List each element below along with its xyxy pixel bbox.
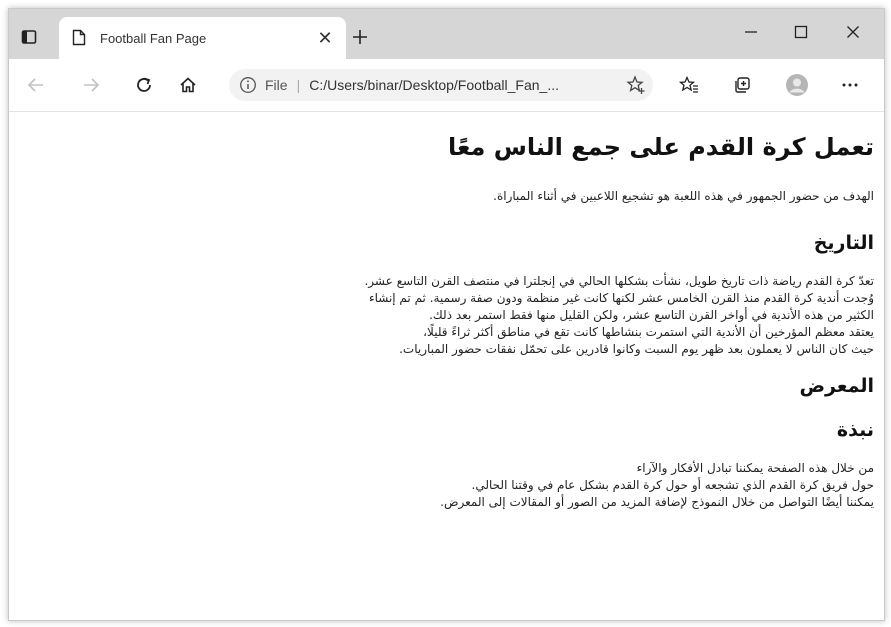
address-separator: | <box>296 77 301 93</box>
page-content <box>9 112 884 620</box>
address-url[interactable]: C:/Users/binar/Desktop/Football_Fan_... <box>309 77 559 93</box>
maximize-icon[interactable] <box>786 19 816 45</box>
about-paragraph <box>19 460 874 511</box>
browser-window <box>8 8 885 621</box>
history-line: حيث كان الناس لا يعملون بعد ظهر يوم السبت وكانوا قادرين على تحمّل نفقات حضور المباريات. <box>399 342 874 356</box>
tab-football-fan-page[interactable] <box>59 17 346 59</box>
tab-actions-icon[interactable] <box>15 23 43 51</box>
history-line: الكثير من هذه الأندية في أواخر القرن التاسع عشر، ولكن القليل منها فقط استمر بعد ذلك. <box>429 308 874 322</box>
close-tab-icon[interactable]: ✕ <box>317 27 333 49</box>
home-icon[interactable] <box>173 70 203 100</box>
favorites-icon[interactable] <box>674 70 704 100</box>
new-tab-icon[interactable] <box>348 25 372 49</box>
address-bar[interactable] <box>229 69 653 101</box>
forward-arrow-icon[interactable] <box>76 70 106 100</box>
page-title: تعمل كرة القدم على جمع الناس معًا <box>447 133 874 161</box>
close-window-icon[interactable] <box>838 19 868 45</box>
collections-icon[interactable] <box>727 70 757 100</box>
profile-avatar-icon[interactable] <box>782 70 812 100</box>
gallery-heading: المعرض <box>799 375 874 397</box>
about-line: من خلال هذه الصفحة يمكننا تبادل الأفكار والآراء <box>636 461 874 475</box>
tab-title: Football Fan Page <box>100 30 207 46</box>
tab-strip <box>9 9 884 59</box>
navigation-toolbar <box>9 59 884 112</box>
back-arrow-icon[interactable] <box>21 70 51 100</box>
address-scheme-label: File <box>265 77 288 93</box>
refresh-icon[interactable] <box>129 70 159 100</box>
about-line: يمكننا أيضًا التواصل من خلال النموذج لإضافة المزيد من الصور أو المقالات إلى المعرض. <box>440 495 874 509</box>
page-icon <box>72 29 88 47</box>
minimize-icon[interactable] <box>736 19 766 45</box>
more-options-icon[interactable] <box>835 70 865 100</box>
history-line: يعتقد معظم المؤرخين أن الأندية التي استمرت بنشاطها كانت تقع في مناطق أكثر ثراءً قليلًا، <box>423 325 874 339</box>
add-favorite-icon[interactable] <box>625 74 647 96</box>
history-line: تعدّ كرة القدم رياضة ذات تاريخ طويل، نشأت بشكلها الحالي في إنجلترا في منتصف القرن التاسع عشر. <box>364 274 874 288</box>
history-paragraph <box>19 273 874 358</box>
intro-paragraph: الهدف من حضور الجمهور في هذه اللعبة هو تشجيع اللاعبين في أثناء المباراة. <box>493 189 874 203</box>
history-heading: التاريخ <box>813 232 874 254</box>
about-line: حول فريق كرة القدم الذي تشجعه أو حول كرة القدم بشكل عام في وقتنا الحالي. <box>471 478 874 492</box>
about-heading: نبذة <box>836 419 874 441</box>
history-line: وُجدت أندية كرة القدم منذ القرن الخامس عشر لكنها كانت غير منظمة ودون صفة رسمية. ثم تم إنشاء <box>368 291 874 305</box>
info-icon[interactable] <box>239 76 257 94</box>
